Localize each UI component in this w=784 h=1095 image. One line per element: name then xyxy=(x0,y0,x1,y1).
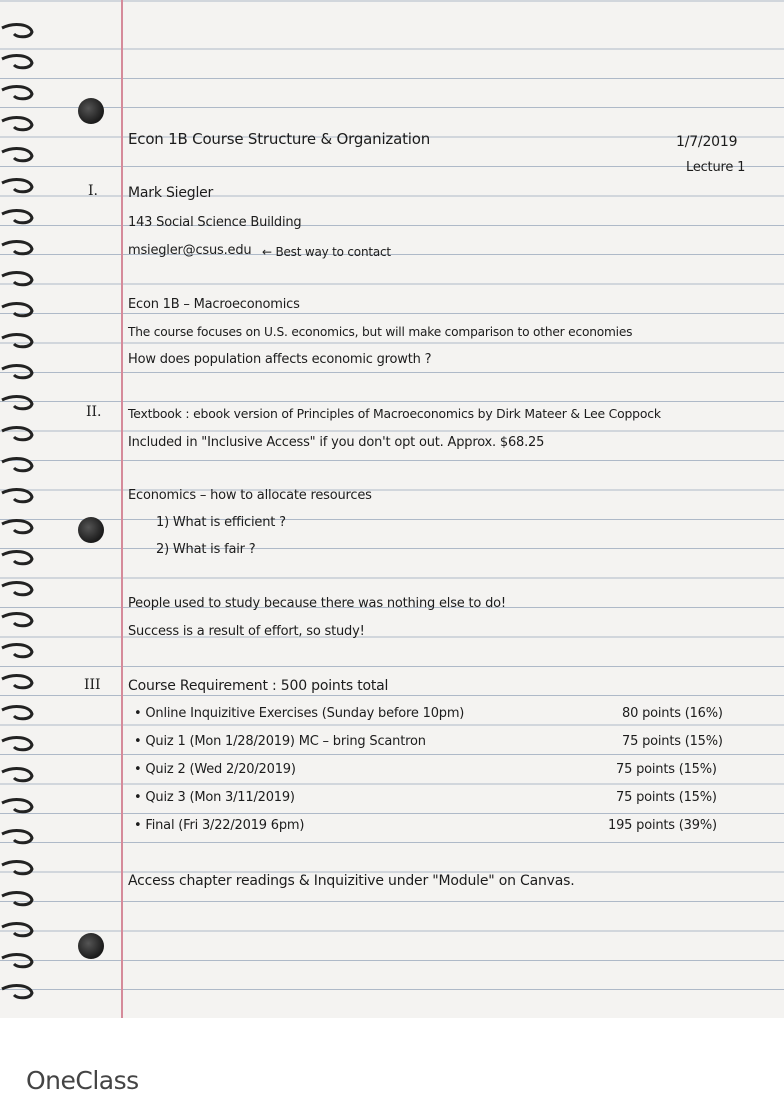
contact-note: ← Best way to contact xyxy=(262,245,391,259)
spiral-coil xyxy=(2,521,32,533)
requirement-label: • Online Inquizitive Exercises (Sunday before 10pm) xyxy=(134,706,465,721)
spiral-coil xyxy=(2,118,32,130)
spiral-coil xyxy=(2,924,32,936)
spiral-coil xyxy=(2,490,32,502)
spiral-coil xyxy=(2,459,32,471)
spiral-binding xyxy=(0,0,40,1018)
textbook-info: Textbook : ebook version of Principles of Macroeconomics by Dirk Mateer & Lee Coppock xyxy=(128,406,661,421)
instructor-email: msiegler@csus.edu xyxy=(128,243,252,258)
spiral-coil xyxy=(2,893,32,905)
spiral-coil xyxy=(2,242,32,254)
course-name: Econ 1B – Macroeconomics xyxy=(128,297,300,312)
spiral-coil xyxy=(2,800,32,812)
spiral-coil xyxy=(2,366,32,378)
section-numeral-3: III xyxy=(84,677,101,693)
spiral-coil xyxy=(2,707,32,719)
study-note-2: Success is a result of effort, so study! xyxy=(128,624,365,639)
spiral-coil xyxy=(2,211,32,223)
lecture-date: 1/7/2019 xyxy=(676,134,738,150)
requirement-points: 195 points (39%) xyxy=(608,818,717,833)
spiral-coil xyxy=(2,149,32,161)
instructor-office: 143 Social Science Building xyxy=(128,215,302,230)
requirement-points: 80 points (16%) xyxy=(622,706,723,721)
economics-definition: Economics – how to allocate resources xyxy=(128,488,372,503)
spiral-coil xyxy=(2,986,32,998)
requirement-points: 75 points (15%) xyxy=(616,762,717,777)
spiral-coil xyxy=(2,645,32,657)
spiral-coil xyxy=(2,552,32,564)
instructor-name: Mark Siegler xyxy=(128,185,214,201)
requirement-points: 75 points (15%) xyxy=(622,734,723,749)
study-note-1: People used to study because there was nothing else to do! xyxy=(128,596,506,611)
section-numeral-2: II. xyxy=(86,404,102,420)
spiral-coil xyxy=(2,87,32,99)
spiral-coil xyxy=(2,397,32,409)
spiral-coil xyxy=(2,769,32,781)
spiral-coil xyxy=(2,862,32,874)
oneclass-logo-bottom: OneClass xyxy=(26,1066,139,1095)
punch-hole-middle xyxy=(78,517,104,543)
requirement-label: • Quiz 1 (Mon 1/28/2019) MC – bring Scantron xyxy=(134,734,426,749)
question-fair: 2) What is fair ? xyxy=(156,542,256,557)
requirements-heading: Course Requirement : 500 points total xyxy=(128,678,389,694)
requirement-label: • Final (Fri 3/22/2019 6pm) xyxy=(134,818,305,833)
course-focus: The course focuses on U.S. economics, but will make comparison to other economies xyxy=(128,325,633,339)
requirement-label: • Quiz 3 (Mon 3/11/2019) xyxy=(134,790,295,805)
course-question: How does population affects economic growth ? xyxy=(128,352,432,367)
spiral-coil xyxy=(2,304,32,316)
spiral-coil xyxy=(2,676,32,688)
punch-hole-bottom xyxy=(78,933,104,959)
canvas-note: Access chapter readings & Inquizitive under "Module" on Canvas. xyxy=(128,873,575,889)
margin-line xyxy=(121,0,123,1018)
lecture-number: Lecture 1 xyxy=(686,160,746,175)
spiral-coil xyxy=(2,56,32,68)
spiral-coil xyxy=(2,180,32,192)
section-numeral-1: I. xyxy=(88,183,98,199)
spiral-coil xyxy=(2,955,32,967)
spiral-coil xyxy=(2,831,32,843)
question-efficient: 1) What is efficient ? xyxy=(156,515,286,530)
spiral-coil xyxy=(2,428,32,440)
spiral-coil xyxy=(2,273,32,285)
spiral-coil xyxy=(2,738,32,750)
inclusive-access-note: Included in "Inclusive Access" if you don't opt out. Approx. $68.25 xyxy=(128,435,545,450)
spiral-coil xyxy=(2,614,32,626)
spiral-coil xyxy=(2,583,32,595)
spiral-coil xyxy=(2,335,32,347)
requirement-label: • Quiz 2 (Wed 2/20/2019) xyxy=(134,762,296,777)
page-title: Econ 1B Course Structure & Organization xyxy=(128,130,431,148)
punch-hole-top xyxy=(78,98,104,124)
requirement-points: 75 points (15%) xyxy=(616,790,717,805)
spiral-coil xyxy=(2,25,32,37)
